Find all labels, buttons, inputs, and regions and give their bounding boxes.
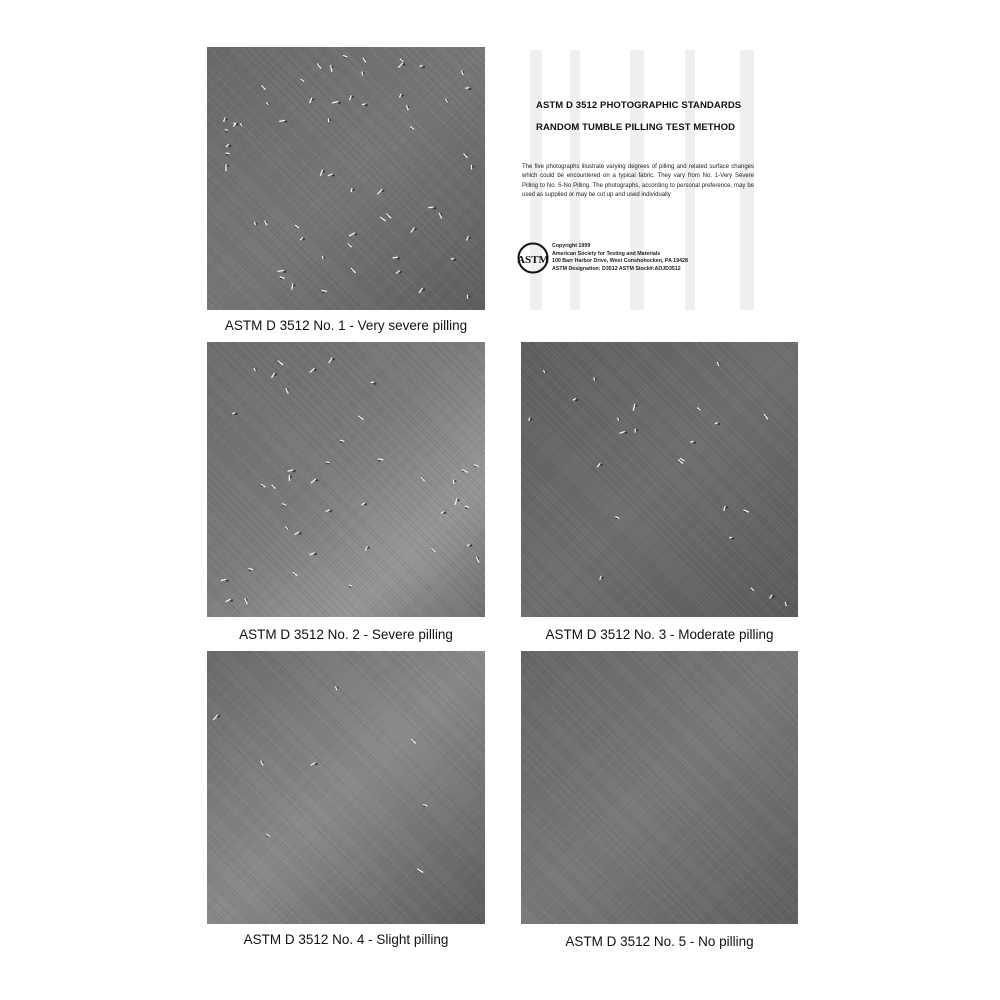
astm-logo-icon	[517, 242, 549, 274]
pill	[785, 602, 786, 605]
caption-photo-1: ASTM D 3512 No. 1 - Very severe pilling	[224, 318, 468, 333]
pill	[465, 506, 468, 507]
pill	[362, 104, 365, 105]
test-method-title: RANDOM TUMBLE PILLING TEST METHOD	[536, 122, 736, 133]
pill	[278, 271, 284, 272]
pill	[225, 130, 227, 131]
copyright-year: Copyright 1999	[552, 243, 591, 249]
info-panel	[510, 50, 795, 310]
pill	[362, 72, 363, 75]
caption-photo-4: ASTM D 3512 No. 4 - Slight pilling	[243, 932, 449, 947]
pill	[255, 222, 256, 224]
copyright-org: American Society for Testing and Materials	[552, 250, 661, 257]
pill	[233, 413, 235, 414]
pill	[529, 418, 530, 420]
copyright-block	[552, 243, 688, 273]
pilling-photo-5	[521, 651, 798, 924]
fabric-texture-1	[207, 47, 485, 310]
fabric-texture-5	[521, 651, 798, 924]
pilling-photo-3	[521, 342, 798, 617]
astm-logo-text: ASTM	[517, 254, 549, 266]
fabric-texture-4	[207, 651, 485, 924]
pill	[340, 440, 343, 441]
pilling-photo-4	[207, 651, 485, 924]
pill	[594, 378, 595, 380]
fabric-texture-3	[521, 342, 798, 617]
pill	[349, 585, 351, 586]
pilling-photo-2	[207, 342, 485, 617]
pill	[429, 207, 434, 208]
pill	[351, 188, 352, 191]
caption-photo-2: ASTM D 3512 No. 2 - Severe pilling	[239, 627, 453, 642]
description-text: The five photographs illustrate varying degrees of pilling and related surface changes which could be encountered on a typical fabric. They vary from No. 1-Very Severe Pilling to No. 5-No Pilling. The photographs, according to personal preference, may be used as supplied or may be cut up and used individually	[522, 164, 754, 199]
standards-title: ASTM D 3512 PHOTOGRAPHIC STANDARDS	[536, 100, 742, 111]
fabric-texture-2	[207, 342, 485, 617]
caption-photo-5: ASTM D 3512 No. 5 - No pilling	[565, 934, 754, 949]
pill	[322, 291, 326, 292]
pill	[393, 257, 397, 258]
copyright-address: 100 Barr Harbor Drive, West Conshohocken, PA 19428	[552, 258, 688, 265]
caption-photo-3: ASTM D 3512 No. 3 - Moderate pilling	[545, 627, 774, 642]
pilling-photo-1	[207, 47, 485, 310]
pill	[691, 442, 694, 443]
pill	[618, 418, 619, 420]
copyright-designation: ASTM Designation: D3512 ASTM Stock#:ADJD3512	[552, 265, 681, 272]
pill	[544, 371, 545, 373]
pill	[715, 423, 717, 424]
